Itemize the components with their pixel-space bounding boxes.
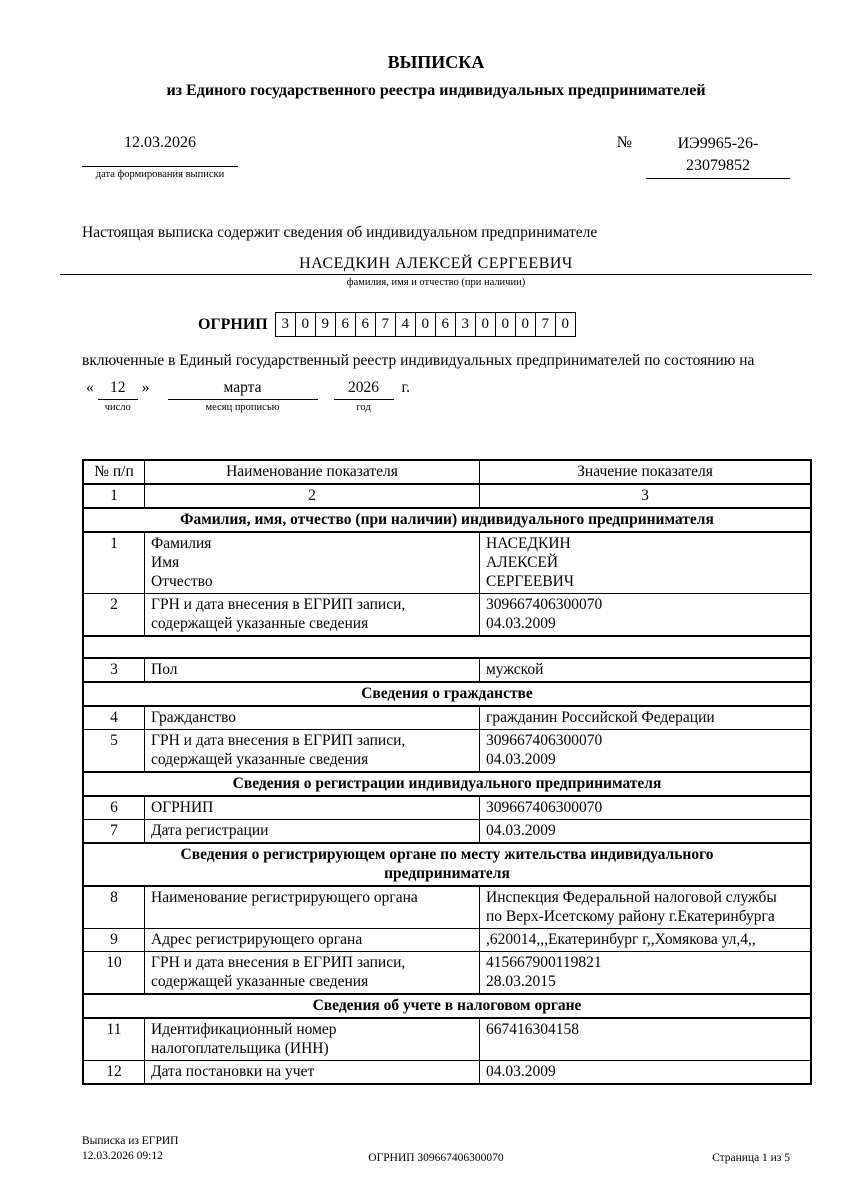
- extract-date: 12.03.2026: [124, 134, 196, 151]
- header-cell: 1: [83, 484, 145, 508]
- indicator-value-cell: [480, 1018, 812, 1061]
- row-number-cell: 9: [83, 929, 145, 952]
- year-value: 2026: [334, 379, 394, 400]
- section-title-cell: Сведения о регистрации индивидуального предпринимателя: [83, 772, 811, 796]
- entrepreneur-name-caption: фамилия, имя и отчество (при наличии): [346, 277, 526, 288]
- details-table-body: [83, 460, 811, 1084]
- indicator-value-cell: [480, 820, 812, 844]
- table-row-header: [83, 484, 811, 508]
- table-row-data: [83, 1018, 811, 1061]
- cell-line: 04.03.2009: [486, 615, 556, 632]
- footer-page-number: Страница 1 из 5: [712, 1152, 790, 1164]
- section-title-cell: Сведения о регистрирующем органе по месту жительства индивидуального предпринимателя: [83, 843, 811, 886]
- section-title-cell: Фамилия, имя, отчество (при наличии) индивидуального предпринимателя: [83, 508, 811, 532]
- extract-number-rule: [646, 178, 790, 179]
- ogrnip-digit-box: 3: [275, 312, 296, 337]
- section-title-cell: Сведения об учете в налоговом органе: [83, 994, 811, 1018]
- table-row-data: [83, 886, 811, 929]
- empty-cell: [83, 636, 811, 658]
- table-row-section: [83, 682, 811, 706]
- cell-line: Гражданство: [151, 709, 237, 726]
- ogrnip-digit-box: 0: [515, 312, 536, 337]
- cell-line: Идентификационный номер: [151, 1021, 337, 1038]
- table-row-section: [83, 772, 811, 796]
- indicator-name-cell: [145, 594, 480, 637]
- extract-number-line1: ИЭ9965-26-: [677, 135, 759, 152]
- cell-line: Наименование регистрирующего органа: [151, 889, 418, 906]
- cell-line: Дата регистрации: [151, 822, 269, 839]
- ogrnip-digit-boxes: [275, 312, 576, 337]
- cell-line: ГРН и дата внесения в ЕГРИП записи,: [151, 954, 406, 971]
- entrepreneur-name-rule: [60, 274, 812, 275]
- ogrnip-row: [82, 312, 790, 337]
- month-caption: месяц прописью: [205, 402, 280, 413]
- year-field: [334, 379, 394, 413]
- document-content: [82, 52, 790, 1085]
- ogrnip-digit-box: 6: [355, 312, 376, 337]
- table-row-data: [83, 658, 811, 682]
- year-caption: год: [356, 402, 371, 413]
- indicator-name-cell: [145, 952, 480, 995]
- cell-line: 28.03.2015: [486, 973, 556, 990]
- extract-number-line2: 23079852: [686, 157, 750, 174]
- indicator-value-cell: [480, 952, 812, 995]
- as-of-date-row: [82, 379, 790, 413]
- table-row-data: [83, 730, 811, 773]
- cell-line: содержащей указанные сведения: [151, 973, 369, 990]
- table-row-data: [83, 706, 811, 730]
- extract-date-caption: дата формирования выписки: [95, 169, 225, 180]
- cell-line: 309667406300070: [486, 596, 603, 613]
- table-row-data: [83, 929, 811, 952]
- table-row-data: [83, 796, 811, 820]
- header-cell: Наименование показателя: [145, 460, 480, 484]
- footer-datetime: 12.03.2026 09:12: [82, 1150, 163, 1162]
- lead-paragraph: Настоящая выписка содержит сведения об индивидуальном предпринимателе: [82, 224, 598, 241]
- row-number-cell: 11: [83, 1018, 145, 1061]
- month-value: марта: [168, 379, 318, 400]
- footer-ogrnip: ОГРНИП 309667406300070: [368, 1152, 504, 1164]
- cell-line: ОГРНИП: [151, 799, 214, 816]
- indicator-name-cell: [145, 1018, 480, 1061]
- cell-line: ГРН и дата внесения в ЕГРИП записи,: [151, 732, 406, 749]
- row-number-cell: 10: [83, 952, 145, 995]
- footer-left: [82, 1134, 318, 1164]
- meta-row: [82, 134, 790, 180]
- indicator-name-cell: [145, 532, 480, 594]
- row-number-cell: 8: [83, 886, 145, 929]
- header-cell: Значение показателя: [480, 460, 812, 484]
- ogrnip-label: ОГРНИП: [198, 315, 268, 333]
- cell-line: 04.03.2009: [486, 1063, 556, 1080]
- indicator-value-cell: [480, 796, 812, 820]
- row-number-cell: 4: [83, 706, 145, 730]
- day-field: [98, 379, 138, 413]
- document-subtitle: из Единого государственного реестра индивидуальных предпринимателей: [166, 82, 706, 99]
- cell-line: 04.03.2009: [486, 822, 556, 839]
- cell-line: Инспекция Федеральной налоговой службы: [486, 889, 777, 906]
- year-suffix: г.: [401, 379, 410, 396]
- cell-line: налогоплательщика (ИНН): [151, 1040, 329, 1057]
- cell-line: АЛЕКСЕЙ: [486, 554, 559, 571]
- details-table: [82, 459, 812, 1085]
- table-row-empty: [83, 636, 811, 658]
- indicator-name-cell: [145, 658, 480, 682]
- cell-line: гражданин Российской Федерации: [486, 709, 715, 726]
- indicator-value-cell: [480, 730, 812, 773]
- table-row-data: [83, 952, 811, 995]
- ogrnip-digit-box: 0: [415, 312, 436, 337]
- indicator-name-cell: [145, 929, 480, 952]
- open-quote: «: [86, 379, 94, 396]
- table-row-section: [83, 843, 811, 886]
- row-number-cell: 1: [83, 532, 145, 594]
- indicator-name-cell: [145, 886, 480, 929]
- cell-line: Фамилия: [151, 535, 212, 552]
- footer-doc-type: Выписка из ЕГРИП: [82, 1135, 179, 1147]
- ogrnip-digit-box: 0: [475, 312, 496, 337]
- cell-line: содержащей указанные сведения: [151, 751, 369, 768]
- section-title-cell: Сведения о гражданстве: [83, 682, 811, 706]
- cell-line: Имя: [151, 554, 180, 571]
- close-quote: »: [141, 379, 150, 396]
- ogrnip-digit-box: 0: [495, 312, 516, 337]
- row-number-cell: 3: [83, 658, 145, 682]
- indicator-name-cell: [145, 1061, 480, 1085]
- table-row-header: [83, 460, 811, 484]
- table-row-section: [83, 508, 811, 532]
- cell-line: ,620014,,,Екатеринбург г,,Хомякова ул,4,,: [486, 931, 756, 948]
- table-row-data: [83, 594, 811, 637]
- ogrnip-digit-box: 4: [395, 312, 416, 337]
- indicator-value-cell: [480, 1061, 812, 1085]
- table-row-data: [83, 532, 811, 594]
- ogrnip-digit-box: 6: [435, 312, 456, 337]
- cell-line: Дата постановки на учет: [151, 1063, 315, 1080]
- cell-line: ГРН и дата внесения в ЕГРИП записи,: [151, 596, 406, 613]
- cell-line: НАСЕДКИН: [486, 535, 571, 552]
- row-number-cell: 12: [83, 1061, 145, 1085]
- cell-line: СЕРГЕЕВИЧ: [486, 573, 574, 590]
- day-value: 12: [98, 379, 138, 400]
- table-row-section: [83, 994, 811, 1018]
- cell-line: 04.03.2009: [486, 751, 556, 768]
- indicator-name-cell: [145, 730, 480, 773]
- cell-line: 667416304158: [486, 1021, 579, 1038]
- header-cell: 3: [480, 484, 812, 508]
- ogrnip-digit-box: 0: [295, 312, 316, 337]
- ogrnip-digit-box: 3: [455, 312, 476, 337]
- ogrnip-digit-box: 0: [555, 312, 576, 337]
- header-cell: 2: [145, 484, 480, 508]
- indicator-value-cell: [480, 929, 812, 952]
- table-row-data: [83, 820, 811, 844]
- row-number-cell: 2: [83, 594, 145, 637]
- ogrnip-digit-box: 7: [535, 312, 556, 337]
- indicator-value-cell: [480, 706, 812, 730]
- page-footer: [82, 1134, 790, 1164]
- row-number-cell: 6: [83, 796, 145, 820]
- cell-line: 415667900119821: [486, 954, 602, 971]
- extract-date-field: [82, 134, 238, 180]
- extract-date-rule: [82, 166, 238, 167]
- included-paragraph: включенные в Единый государственный реестр индивидуальных предпринимателей по состоянию на: [82, 352, 755, 369]
- cell-line: Пол: [151, 661, 178, 678]
- day-caption: число: [104, 402, 131, 413]
- extract-number: [646, 134, 790, 179]
- header-cell: № п/п: [83, 460, 145, 484]
- entrepreneur-name-block: [82, 255, 790, 288]
- indicator-name-cell: [145, 820, 480, 844]
- table-row-data: [83, 1061, 811, 1085]
- cell-line: по Верх-Исетскому району г.Екатеринбурга: [486, 908, 775, 925]
- ogrnip-digit-box: 7: [375, 312, 396, 337]
- row-number-cell: 7: [83, 820, 145, 844]
- cell-line: содержащей указанные сведения: [151, 615, 369, 632]
- cell-line: 309667406300070: [486, 799, 603, 816]
- indicator-value-cell: [480, 658, 812, 682]
- entrepreneur-name: НАСЕДКИН АЛЕКСЕЙ СЕРГЕЕВИЧ: [299, 255, 573, 272]
- cell-line: Адрес регистрирующего органа: [151, 931, 363, 948]
- number-sign: №: [616, 134, 632, 151]
- indicator-name-cell: [145, 706, 480, 730]
- ogrnip-digit-box: 9: [315, 312, 336, 337]
- document-title: ВЫПИСКА: [387, 52, 485, 72]
- indicator-value-cell: [480, 532, 812, 594]
- indicator-value-cell: [480, 594, 812, 637]
- ogrnip-digit-box: 6: [335, 312, 356, 337]
- cell-line: 309667406300070: [486, 732, 603, 749]
- month-field: [168, 379, 318, 413]
- row-number-cell: 5: [83, 730, 145, 773]
- indicator-value-cell: [480, 886, 812, 929]
- cell-line: мужской: [486, 661, 544, 678]
- indicator-name-cell: [145, 796, 480, 820]
- extract-number-field: [617, 134, 790, 180]
- cell-line: Отчество: [151, 573, 213, 590]
